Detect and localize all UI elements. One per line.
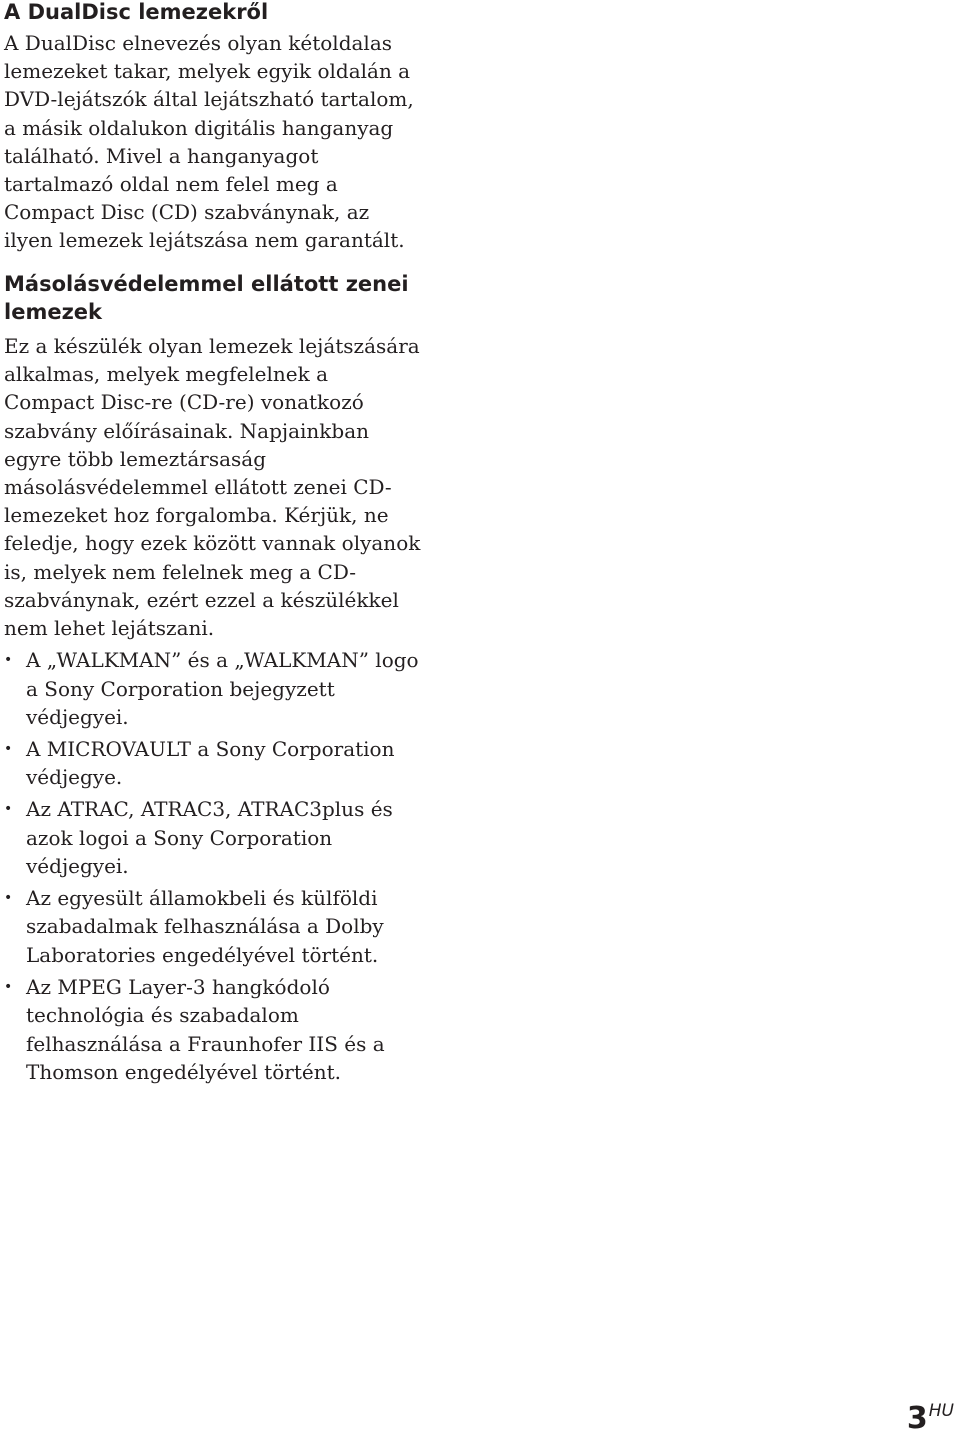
trademark-item <box>4 735 424 792</box>
bullet-icon: • <box>4 740 13 757</box>
page-number <box>907 1401 954 1436</box>
bullet-icon: • <box>4 889 13 906</box>
trademark-text: A „WALKMAN” és a „WALKMAN” logo a Sony Corporation bejegyzett védjegyei. <box>26 648 419 730</box>
trademark-item <box>4 646 424 732</box>
trademark-item <box>4 884 424 970</box>
trademark-item <box>4 973 424 1087</box>
dualdisc-paragraph: A DualDisc elnevezés olyan kétoldalas lemezeket takar, melyek egyik oldalán a DVD-lejátszók által lejátszható tartalom, a másik oldalukon digitális hanganyag található. Mivel a hanganyagot tartalmazó oldal nem felel meg a Compact Disc (CD) szabványnak, az ilyen lemezek lejátszása nem garantált. <box>4 31 414 253</box>
trademark-text: Az ATRAC, ATRAC3, ATRAC3plus és azok logoi a Sony Corporation védjegyei. <box>26 796 393 879</box>
bullet-icon: • <box>4 652 13 668</box>
dualdisc-heading: A DualDisc lemezekről <box>4 0 269 24</box>
copy-protected-paragraph: Ez a készülék olyan lemezek lejátszására alkalmas, melyek megfelelnek a Compact Disc-re (CD-re) vonatkozó szabvány előírásainak. Napjainkban egyre több lemeztársaság másolásvédelemmel ellátott zenei CD-lemezeket hoz forgalomba. Kérjük, ne feledje, hogy ezek között vannak olyanok is, melyek nem felelnek meg a CD-szabványnak, ezért ezzel a készülékkel nem lehet lejátszani. <box>4 334 421 641</box>
copy-protected-heading: Másolásvédelemmel ellátott zenei lemezek <box>4 272 409 324</box>
page-number-value: 3 <box>906 1401 928 1436</box>
trademark-text: Az egyesült államokbeli és külföldi szabadalmak felhasználása a Dolby Laboratories engedélyével történt. <box>26 885 384 967</box>
bullet-icon: • <box>4 978 13 995</box>
trademark-item <box>4 795 424 881</box>
trademark-list <box>4 646 424 1090</box>
page-language-code: HU <box>928 1401 954 1421</box>
trademark-text: Az MPEG Layer-3 hangkódoló technológia és szabadalom felhasználása a Fraunhofer IIS és a Thomson engedélyével történt. <box>26 974 385 1085</box>
trademark-text: A MICROVAULT a Sony Corporation védjegye. <box>26 736 395 790</box>
bullet-icon: • <box>4 800 13 817</box>
